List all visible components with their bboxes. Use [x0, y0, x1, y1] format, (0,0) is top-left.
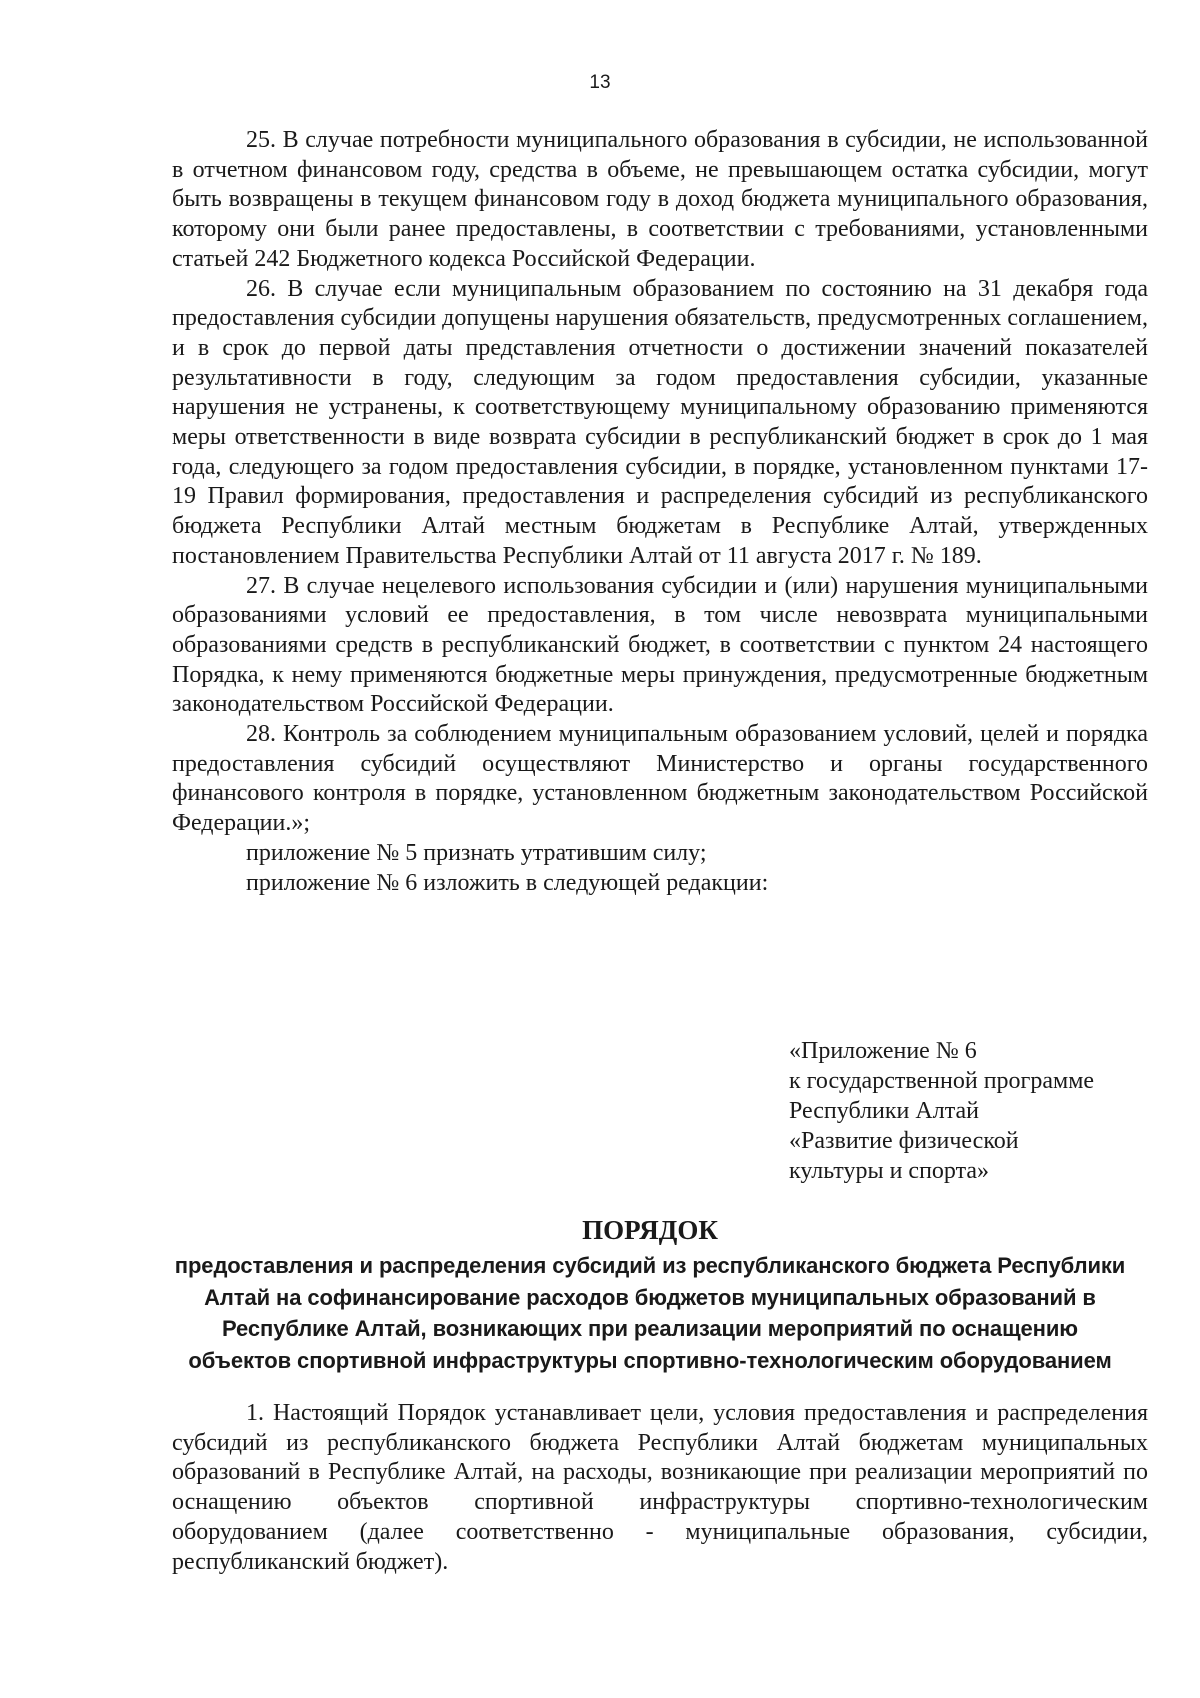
text-block-top [172, 126, 1148, 898]
paragraph-27: 27. В случае нецелевого использования субсидии и (или) нарушения муниципальными образованиями условий ее предоставления, в том числе невозврата муниципальными образованиями средств в республиканский бюджет, в соответствии с пунктом 24 настоящего Порядка, к нему применяются бюджетные меры принуждения, предусмотренные бюджетным законодательством Российской Федерации. [172, 572, 1148, 718]
appendix-header [789, 1036, 1094, 1186]
procedure-point-1-block [172, 1399, 1148, 1577]
appendix-line: «Приложение № 6 [789, 1038, 977, 1064]
paragraph-26: 26. В случае если муниципальным образованием по состоянию на 31 декабря года предоставления субсидии допущены нарушения обязательств, предусмотренных соглашением, и в срок до первой даты представления отчетности о достижении значений показателей результативности в году, следующим за годом предоставления субсидии, указанные нарушения не устранены, к соответствующему муниципальному образованию применяются меры ответственности в виде возврата субсидии в республиканский бюджет в срок до 1 мая года, следующего за годом предоставления субсидии, в порядке, установленном пунктами 17-19 Правил формирования, предоставления и распределения субсидий из республиканского бюджета Республики Алтай местным бюджетам в Республике Алтай, утвержденных постановлением Правительства Республики Алтай от 11 августа 2017 г. № 189. [172, 275, 1148, 569]
subtitle-line: Республике Алтай, возникающих при реализации мероприятий по оснащению [222, 1316, 1078, 1341]
subtitle-line: объектов спортивной инфраструктуры спортивно-технологическим оборудованием [188, 1347, 1112, 1373]
procedure-point-1: 1. Настоящий Порядок устанавливает цели, условия предоставления и распределения субсидий из республиканского бюджета Республики Алтай бюджетам муниципальных образований в Республике Алтай, на расходы, возникающие при реализации мероприятий по оснащению объектов спортивной инфраструктуры спортивно-технологическим оборудованием (далее соответственно - муниципальные образования, субсидии, республиканский бюджет). [172, 1400, 1148, 1575]
procedure-subtitle [150, 1250, 1150, 1376]
procedure-title: ПОРЯДОК [582, 1215, 718, 1245]
appendix-line: Республики Алтай [789, 1098, 979, 1124]
appendix-line: «Развитие физической [789, 1128, 1019, 1154]
appendix-line: культуры и спорта» [789, 1158, 990, 1184]
annex-6-statement: приложение № 6 изложить в следующей редакции: [246, 869, 769, 896]
page-number: 13 [589, 72, 611, 93]
subtitle-line: предоставления и распределения субсидий из республиканского бюджета Республики [174, 1253, 1126, 1278]
appendix-line: к государственной программе [789, 1068, 1095, 1094]
paragraph-28: 28. Контроль за соблюдением муниципальным образованием условий, целей и порядка предоставления субсидий осуществляют Министерство и органы государственного финансового контроля в порядке, установленном бюджетным законодательством Российской Федерации.»; [172, 721, 1148, 837]
paragraph-25: 25. В случае потребности муниципального образования в субсидии, не использованной в отчетном финансовом году, средства в объеме, не превышающем остатка субсидии, могут быть возвращены в текущем финансовом году в доход бюджета муниципального образования, которому они были ранее предоставлены, в соответствии с требованиями, установленными статьей 242 Бюджетного кодекса Российской Федерации. [172, 127, 1148, 272]
annex-5-statement: приложение № 5 признать утратившим силу; [246, 839, 707, 866]
subtitle-line: Алтай на софинансирование расходов бюджетов муниципальных образований в [204, 1284, 1096, 1310]
